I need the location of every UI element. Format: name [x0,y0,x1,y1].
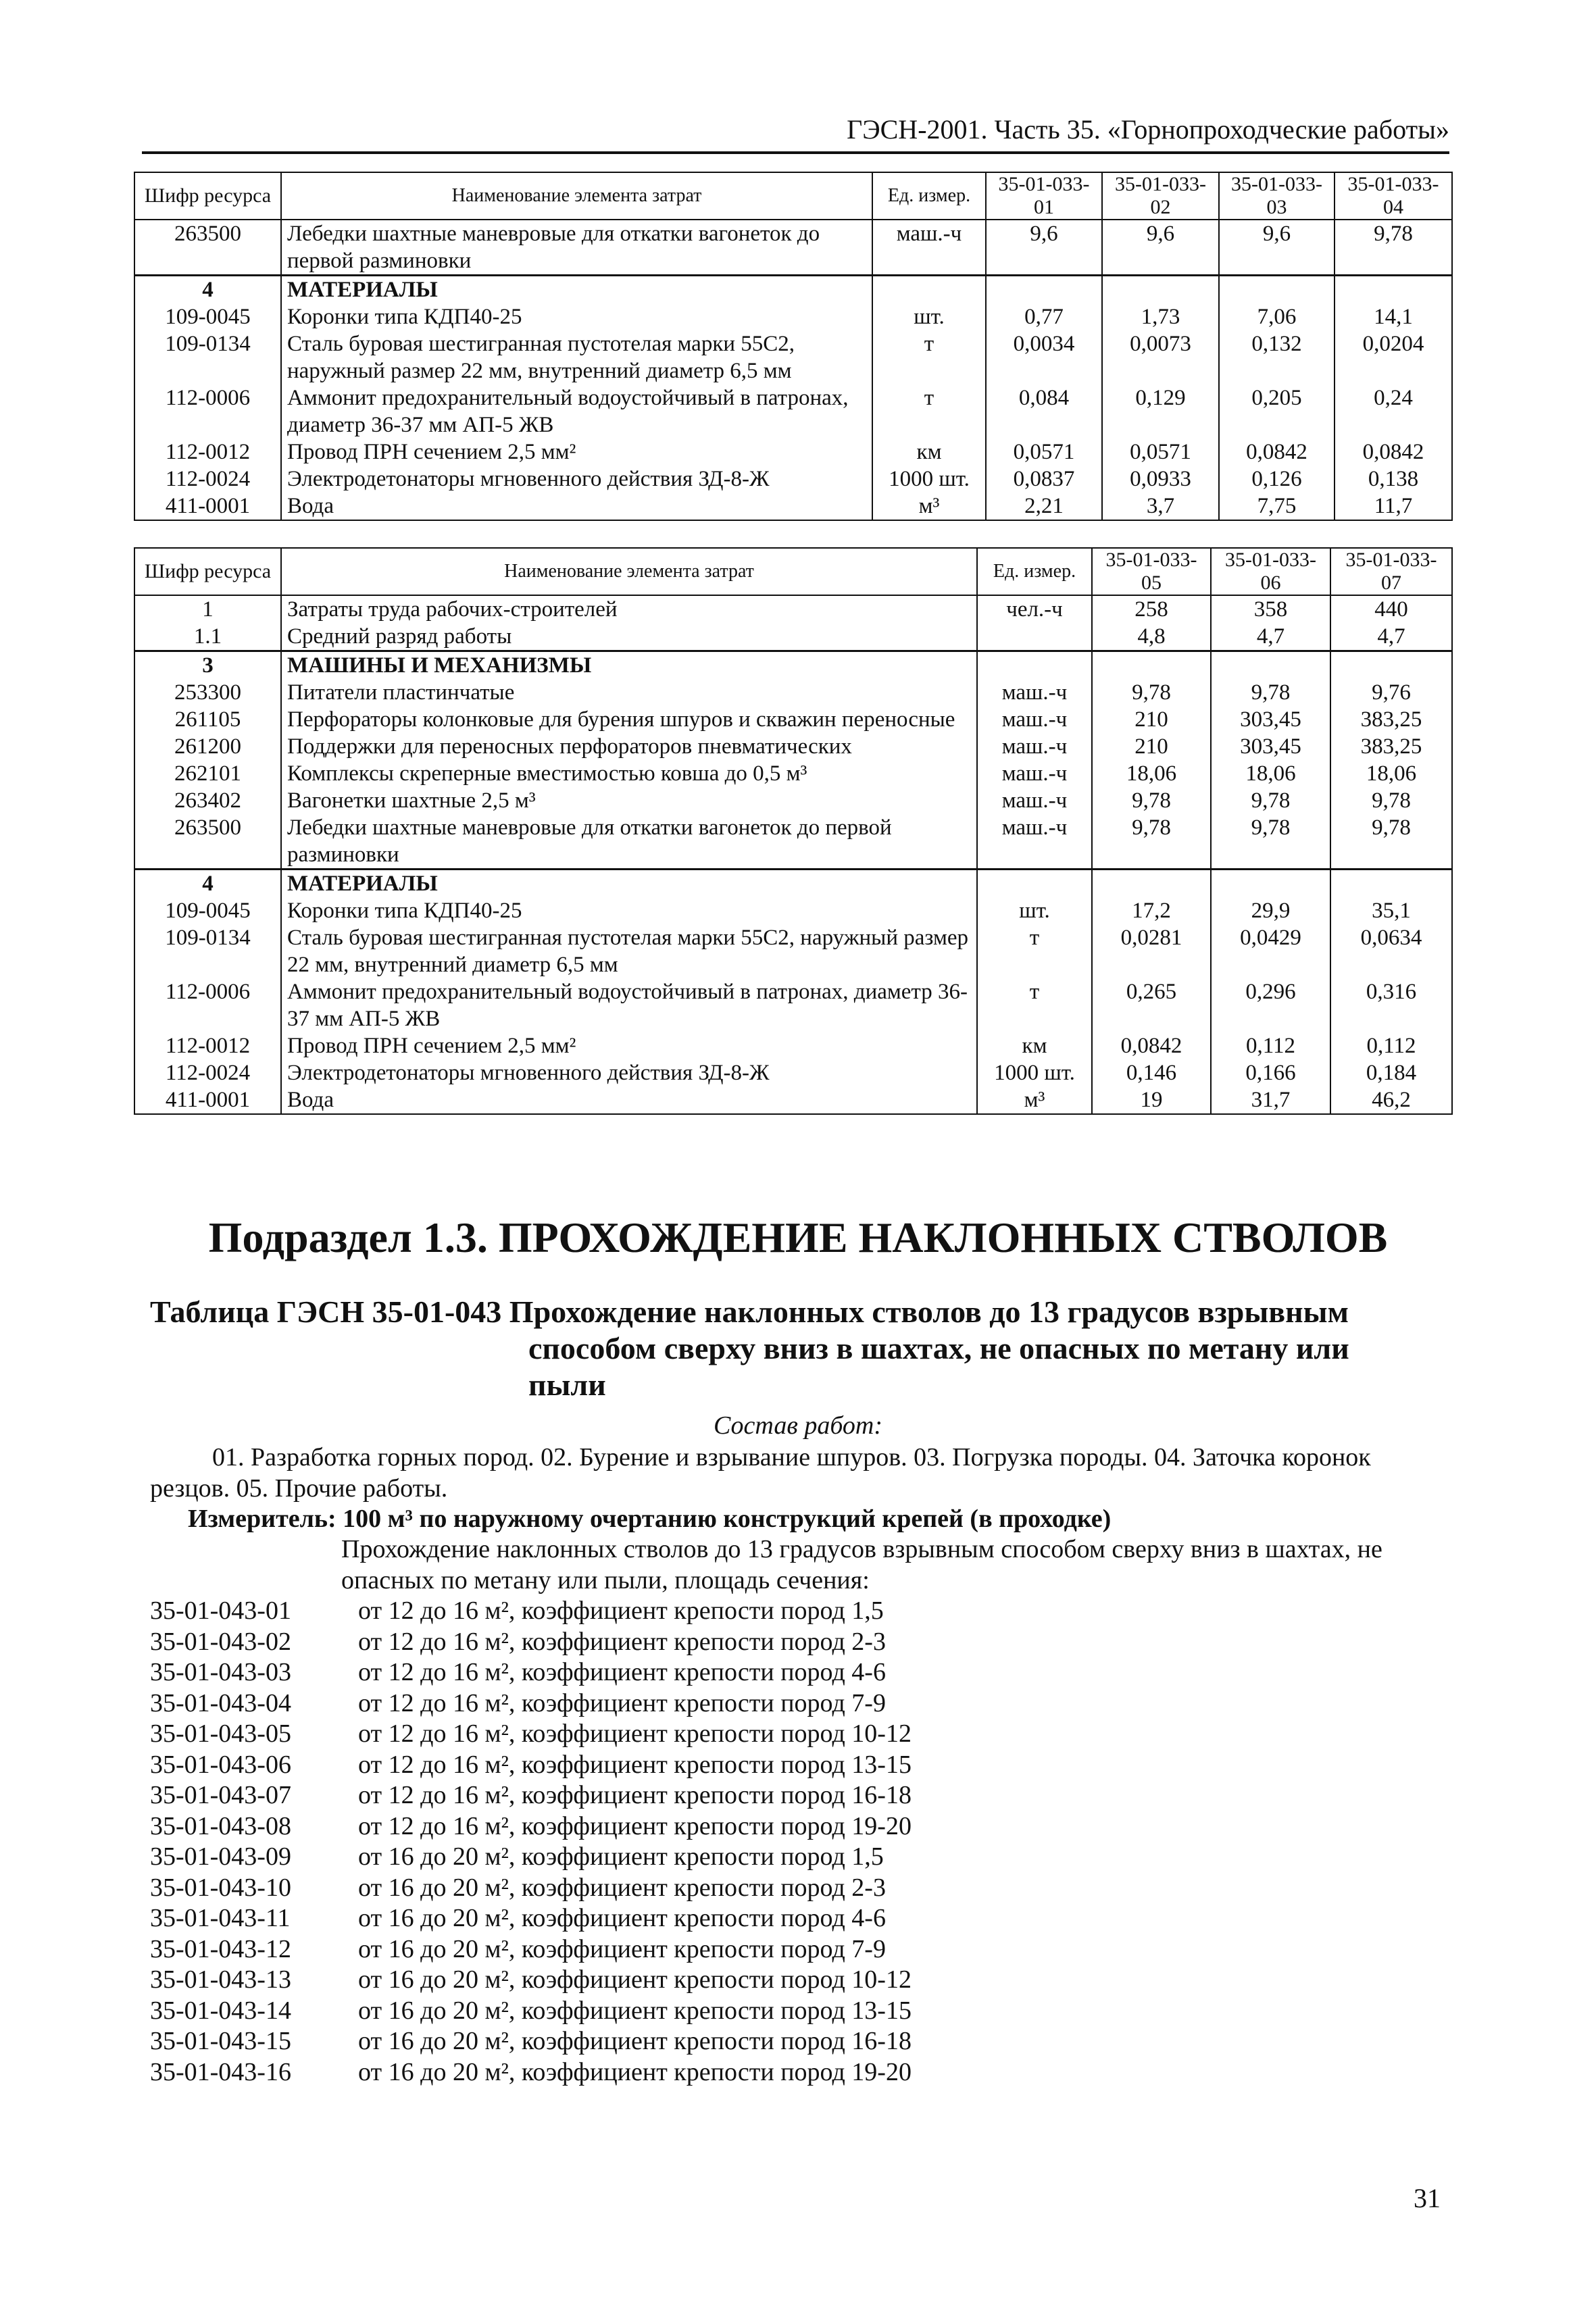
cell-value: 383,25 [1330,733,1452,760]
table-row [134,466,1452,493]
cell-code: 112-0012 [134,438,281,466]
norm-text: от 16 до 20 м², коэффициент крепости пород 10-12 [358,1965,912,1994]
cell-value [1092,870,1211,898]
cell-unit: чел.-ч [977,595,1092,623]
norm-code: 35-01-043-13 [150,1965,291,1994]
cell-unit: шт. [977,897,1092,924]
cell-unit: т [872,384,986,438]
cell-value [1330,651,1452,680]
table-header-row [134,172,1452,220]
norm-text: от 12 до 16 м², коэффициент крепости пород 7-9 [358,1688,886,1717]
table-row [134,706,1452,733]
cell-name: Сталь буровая шестигранная пустотелая марки 55С2, наружный размер 22 мм, внутренний диаметр 6,5 мм [281,330,872,384]
norm-text: от 16 до 20 м², коэффициент крепости пород 2-3 [358,1873,886,1902]
list-item [150,1688,912,1719]
table-header-row [134,548,1452,595]
measure-unit: Измеритель: 100 м³ по наружному очертанию конструкций крепей (в проходке) [188,1505,1112,1533]
running-header: ГЭСН-2001. Часть 35. «Горнопроходческие работы» [142,108,1449,154]
cell-value: 0,129 [1102,384,1219,438]
cell-value [1330,870,1452,898]
cell-code: 112-0012 [134,1032,281,1059]
cell-name: Коронки типа КДП40-25 [281,303,872,330]
cell-name: Электродетонаторы мгновенного действия ЗД-8-Ж [281,1059,977,1086]
cell-code: 112-0006 [134,384,281,438]
cell-unit: маш.-ч [977,787,1092,814]
cell-value: 9,6 [986,220,1102,276]
col-header-code: Шифр ресурса [134,548,281,595]
col-header-norm: 35-01-033-07 [1330,548,1452,595]
cell-unit: т [977,924,1092,978]
cell-value: 1,73 [1102,303,1219,330]
list-item [150,1842,912,1873]
cell-value: 9,78 [1330,787,1452,814]
norm-text: от 12 до 16 м², коэффициент крепости пород 1,5 [358,1596,884,1625]
col-header-unit: Ед. измер. [872,172,986,220]
norm-code: 35-01-043-01 [150,1596,291,1625]
cell-value [1211,870,1330,898]
works-heading: Состав работ: [713,1411,883,1440]
cell-value: 18,06 [1330,760,1452,787]
cell-unit [977,651,1092,680]
cell-name: Затраты труда рабочих-строителей [281,595,977,623]
col-header-norm: 35-01-033-03 [1219,172,1335,220]
cell-unit: маш.-ч [977,760,1092,787]
cell-value: 0,296 [1211,978,1330,1032]
norm-text: от 16 до 20 м², коэффициент крепости пород 19-20 [358,2057,912,2086]
cell-code: 263500 [134,814,281,870]
cell-value: 9,78 [1092,787,1211,814]
cell-unit: маш.-ч [977,706,1092,733]
cell-value: 0,166 [1211,1059,1330,1086]
cell-code: 263500 [134,220,281,276]
col-header-name: Наименование элемента затрат [281,548,977,595]
cell-code: 253300 [134,679,281,706]
cell-value [1211,651,1330,680]
table-title-line: Таблица ГЭСН 35-01-043 Прохождение наклонных стволов до 13 градусов взрывным [150,1294,1349,1329]
resource-table-1 [134,172,1453,521]
cell-name: Вода [281,493,872,520]
cell-unit: шт. [872,303,986,330]
norm-code: 35-01-043-11 [150,1904,291,1932]
cell-value: 303,45 [1211,733,1330,760]
norm-text: от 16 до 20 м², коэффициент крепости пород 1,5 [358,1842,884,1871]
cell-value: 0,0837 [986,466,1102,493]
cell-value: 0,0842 [1092,1032,1211,1059]
cell-value [1092,651,1211,680]
cell-value: 0,0073 [1102,330,1219,384]
table-row [134,1032,1452,1059]
cell-value: 0,0933 [1102,466,1219,493]
table-row [134,493,1452,520]
cell-value: 0,24 [1335,384,1452,438]
works-text: 01. Разработка горных пород. 02. Бурение и взрывание шпуров. 03. Погрузка породы. 04. Заточка коронок резцов. 05. Прочие работы. [150,1443,1371,1503]
page-number: 31 [1414,2183,1441,2213]
norm-code: 35-01-043-09 [150,1842,291,1871]
list-item [150,1811,912,1842]
col-header-code: Шифр ресурса [134,172,281,220]
table-row [134,733,1452,760]
table-row [134,760,1452,787]
cell-unit: маш.-ч [977,679,1092,706]
table-row [134,623,1452,651]
col-header-norm: 35-01-033-02 [1102,172,1219,220]
cell-value: 9,78 [1092,679,1211,706]
list-item [150,1596,912,1627]
cell-name: Поддержки для переносных перфораторов пневматических [281,733,977,760]
cell-name: Комплексы скреперные вместимостью ковша до 0,5 м³ [281,760,977,787]
cell-name: Аммонит предохранительный водоустойчивый в патронах, диаметр 36-37 мм АП-5 ЖВ [281,384,872,438]
cell-unit: 1000 шт. [977,1059,1092,1086]
cell-value: 9,76 [1330,679,1452,706]
list-item [150,1627,912,1658]
cell-value: 0,112 [1211,1032,1330,1059]
norm-code: 35-01-043-03 [150,1658,291,1686]
cell-value: 0,77 [986,303,1102,330]
cell-value: 0,0571 [986,438,1102,466]
cell-unit [977,623,1092,651]
norm-text: от 16 до 20 м², коэффициент крепости пород 13-15 [358,1996,912,2025]
cell-unit: маш.-ч [977,733,1092,760]
cell-name: МАТЕРИАЛЫ [281,870,977,898]
cell-value: 7,75 [1219,493,1335,520]
cell-value: 2,21 [986,493,1102,520]
cell-unit: маш.-ч [872,220,986,276]
cell-code: 109-0045 [134,897,281,924]
cell-value: 0,316 [1330,978,1452,1032]
list-item [150,2026,912,2057]
col-header-unit: Ед. измер. [977,548,1092,595]
list-item [150,1780,912,1811]
resource-table-2 [134,547,1453,1115]
cell-name: Средний разряд работы [281,623,977,651]
cell-code: 261105 [134,706,281,733]
list-item [150,1903,912,1934]
norm-code: 35-01-043-15 [150,2027,291,2055]
cell-value: 0,138 [1335,466,1452,493]
cell-value: 9,78 [1211,679,1330,706]
cell-value: 31,7 [1211,1086,1330,1114]
cell-value: 0,084 [986,384,1102,438]
table-row [134,924,1452,978]
cell-unit: м³ [872,493,986,520]
table-title-line: пыли [528,1367,606,1402]
cell-value [1219,276,1335,304]
cell-value: 210 [1092,706,1211,733]
cell-value: 0,0429 [1211,924,1330,978]
table-row [134,679,1452,706]
cell-name: Лебедки шахтные маневровые для откатки вагонеток до первой разминовки [281,220,872,276]
cell-value: 0,205 [1219,384,1335,438]
cell-value: 358 [1211,595,1330,623]
cell-value: 0,0842 [1335,438,1452,466]
cell-value: 0,0634 [1330,924,1452,978]
table-row [134,651,1452,680]
norm-text: от 12 до 16 м², коэффициент крепости пород 16-18 [358,1781,912,1809]
norm-code: 35-01-043-04 [150,1688,291,1717]
cell-code: 3 [134,651,281,680]
cell-value: 0,0842 [1219,438,1335,466]
table-row [134,1059,1452,1086]
cell-unit: км [977,1032,1092,1059]
cell-value: 0,184 [1330,1059,1452,1086]
norm-code: 35-01-043-07 [150,1781,291,1809]
cell-value [1335,276,1452,304]
list-item [150,1873,912,1904]
list-item [150,1750,912,1781]
cell-value: 9,6 [1102,220,1219,276]
cell-value: 0,265 [1092,978,1211,1032]
cell-value: 0,0034 [986,330,1102,384]
cell-value: 11,7 [1335,493,1452,520]
list-item [150,1657,912,1688]
cell-value: 4,8 [1092,623,1211,651]
norm-code: 35-01-043-08 [150,1811,291,1840]
cell-value: 18,06 [1211,760,1330,787]
cell-value [986,276,1102,304]
list-item [150,1719,912,1750]
norm-code: 35-01-043-16 [150,2057,291,2086]
cell-value: 9,78 [1330,814,1452,870]
cell-value: 303,45 [1211,706,1330,733]
cell-code: 1.1 [134,623,281,651]
cell-value: 18,06 [1092,760,1211,787]
cell-value: 35,1 [1330,897,1452,924]
cell-value: 0,112 [1330,1032,1452,1059]
cell-code: 261200 [134,733,281,760]
cell-value: 4,7 [1211,623,1330,651]
cell-code: 109-0045 [134,303,281,330]
subsection-title: Подраздел 1.3. ПРОХОЖДЕНИЕ НАКЛОННЫХ СТВОЛОВ [208,1213,1388,1261]
list-item [150,1996,912,2027]
cell-name: Питатели пластинчатые [281,679,977,706]
norm-text: от 12 до 16 м², коэффициент крепости пород 2-3 [358,1627,886,1656]
cell-unit: 1000 шт. [872,466,986,493]
table-row [134,814,1452,870]
cell-value: 29,9 [1211,897,1330,924]
list-item [150,2057,912,2088]
cell-value: 0,132 [1219,330,1335,384]
cell-name: Лебедки шахтные маневровые для откатки вагонеток до первой разминовки [281,814,977,870]
table-row [134,595,1452,623]
cell-value: 383,25 [1330,706,1452,733]
table-title-line: способом сверху вниз в шахтах, не опасных по метану или [528,1331,1349,1365]
cell-value: 9,6 [1219,220,1335,276]
cell-code: 109-0134 [134,924,281,978]
table-row [134,978,1452,1032]
cell-value: 210 [1092,733,1211,760]
cell-value: 46,2 [1330,1086,1452,1114]
cell-value: 258 [1092,595,1211,623]
list-item [150,1965,912,1996]
cell-code: 112-0024 [134,466,281,493]
cell-name: Вагонетки шахтные 2,5 м³ [281,787,977,814]
cell-value: 9,78 [1092,814,1211,870]
cell-name: МАТЕРИАЛЫ [281,276,872,304]
norm-text: от 12 до 16 м², коэффициент крепости пород 4-6 [358,1658,886,1686]
cell-code: 112-0006 [134,978,281,1032]
table-row [134,276,1452,304]
cell-value: 0,126 [1219,466,1335,493]
cell-value: 0,0281 [1092,924,1211,978]
cell-value: 3,7 [1102,493,1219,520]
table-title [150,1294,1454,1403]
cell-value: 0,0204 [1335,330,1452,384]
table-row [134,330,1452,384]
cell-value [1102,276,1219,304]
col-header-name: Наименование элемента затрат [281,172,872,220]
cell-value: 17,2 [1092,897,1211,924]
cell-unit: маш.-ч [977,814,1092,870]
cell-code: 4 [134,870,281,898]
cell-code: 263402 [134,787,281,814]
cell-code: 1 [134,595,281,623]
norm-text: от 16 до 20 м², коэффициент крепости пород 4-6 [358,1904,886,1932]
list-item [150,1934,912,1965]
cell-code: 262101 [134,760,281,787]
cell-unit: т [872,330,986,384]
cell-name: МАШИНЫ И МЕХАНИЗМЫ [281,651,977,680]
cell-code: 411-0001 [134,1086,281,1114]
norm-text: от 12 до 16 м², коэффициент крепости пород 19-20 [358,1811,912,1840]
norm-code: 35-01-043-14 [150,1996,291,2025]
cell-name: Перфораторы колонковые для бурения шпуров и скважин переносные [281,706,977,733]
col-header-norm: 35-01-033-04 [1335,172,1452,220]
norm-text: от 12 до 16 м², коэффициент крепости пород 10-12 [358,1719,912,1748]
cell-value: 9,78 [1211,787,1330,814]
cell-name: Сталь буровая шестигранная пустотелая марки 55С2, наружный размер 22 мм, внутренний диаметр 6,5 мм [281,924,977,978]
col-header-norm: 35-01-033-05 [1092,548,1211,595]
norm-code: 35-01-043-12 [150,1934,291,1963]
table-row [134,303,1452,330]
cell-name: Аммонит предохранительный водоустойчивый в патронах, диаметр 36-37 мм АП-5 ЖВ [281,978,977,1032]
norm-text: от 16 до 20 м², коэффициент крепости пород 7-9 [358,1934,886,1963]
cell-name: Коронки типа КДП40-25 [281,897,977,924]
norm-code: 35-01-043-10 [150,1873,291,1902]
col-header-norm: 35-01-033-01 [986,172,1102,220]
table-row [134,787,1452,814]
cell-value: 0,146 [1092,1059,1211,1086]
cell-value: 4,7 [1330,623,1452,651]
cell-name: Вода [281,1086,977,1114]
cell-unit: т [977,978,1092,1032]
norm-text: от 12 до 16 м², коэффициент крепости пород 13-15 [358,1750,912,1779]
norm-description: Прохождение наклонных стволов до 13 градусов взрывным способом сверху вниз в шахтах, не опасных по метану или пыли, площадь сечения: [341,1535,1382,1594]
norm-code: 35-01-043-05 [150,1719,291,1748]
cell-unit [872,276,986,304]
cell-value: 14,1 [1335,303,1452,330]
cell-name: Провод ПРН сечением 2,5 мм² [281,1032,977,1059]
cell-value: 19 [1092,1086,1211,1114]
cell-value: 0,0571 [1102,438,1219,466]
cell-code: 411-0001 [134,493,281,520]
norm-list [150,1596,912,2088]
cell-code: 4 [134,276,281,304]
cell-unit: м³ [977,1086,1092,1114]
col-header-norm: 35-01-033-06 [1211,548,1330,595]
cell-value: 9,78 [1335,220,1452,276]
table-row [134,897,1452,924]
table-row [134,438,1452,466]
table-row [134,870,1452,898]
cell-name: Электродетонаторы мгновенного действия ЗД-8-Ж [281,466,872,493]
norm-text: от 16 до 20 м², коэффициент крепости пород 16-18 [358,2027,912,2055]
cell-value: 9,78 [1211,814,1330,870]
norm-code: 35-01-043-02 [150,1627,291,1656]
table-row [134,384,1452,438]
cell-code: 112-0024 [134,1059,281,1086]
cell-name: Провод ПРН сечением 2,5 мм² [281,438,872,466]
table-row [134,220,1452,276]
cell-code: 109-0134 [134,330,281,384]
cell-value: 440 [1330,595,1452,623]
table-row [134,1086,1452,1114]
cell-unit: км [872,438,986,466]
norm-code: 35-01-043-06 [150,1750,291,1779]
cell-value: 7,06 [1219,303,1335,330]
cell-unit [977,870,1092,898]
